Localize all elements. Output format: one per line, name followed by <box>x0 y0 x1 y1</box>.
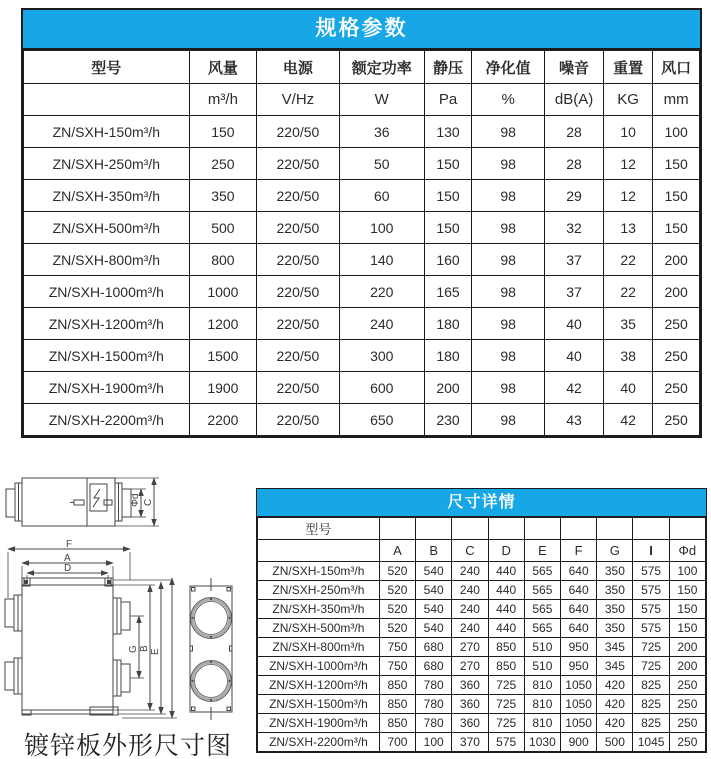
dim-c-cell: 240 <box>452 619 488 638</box>
unit-model <box>24 84 190 116</box>
rated-power-cell: 220 <box>339 276 424 308</box>
dim-col-a: A <box>379 540 415 562</box>
duct-cell: 150 <box>653 212 700 244</box>
power-supply-cell: 220/50 <box>257 148 339 180</box>
dim-d-cell: 440 <box>488 600 524 619</box>
dim-col-i: I <box>633 540 669 562</box>
dim-d-cell: 725 <box>488 695 524 714</box>
spec-table-section <box>21 8 702 438</box>
model-cell: ZN/SXH-250m³/h <box>24 148 190 180</box>
noise-cell: 28 <box>545 148 604 180</box>
noise-cell: 37 <box>545 244 604 276</box>
dim-e-cell: 510 <box>524 657 560 676</box>
dims-table-title: 尺寸详情 <box>257 489 706 517</box>
model-cell: ZN/SXH-350m³/h <box>258 600 380 619</box>
dim-e-cell: 810 <box>524 695 560 714</box>
purification-cell: 98 <box>472 148 545 180</box>
weight-cell: 38 <box>603 340 652 372</box>
spec-table-row <box>24 180 700 212</box>
unit-noise: dB(A) <box>545 84 604 116</box>
dim-a-cell: 750 <box>379 638 415 657</box>
static-pressure-cell: 180 <box>424 308 471 340</box>
power-supply-cell: 220/50 <box>257 244 339 276</box>
weight-cell: 42 <box>603 404 652 436</box>
spec-table-row <box>24 116 700 148</box>
dim-i-cell: 575 <box>633 619 669 638</box>
dims-table-section <box>256 488 707 753</box>
dim-b-cell: 100 <box>416 733 452 752</box>
model-cell: ZN/SXH-2200m³/h <box>258 733 380 752</box>
dim-i-cell: 825 <box>633 714 669 733</box>
duct-cell: 150 <box>653 148 700 180</box>
col-header-purification: 净化值 <box>472 51 545 84</box>
spec-table-row <box>24 244 700 276</box>
dim-label-e: E <box>150 648 161 655</box>
dim-col-d: D <box>488 540 524 562</box>
dim-phi-d-cell: 250 <box>669 676 705 695</box>
static-pressure-cell: 180 <box>424 340 471 372</box>
airflow-cell: 350 <box>189 180 257 212</box>
dims-table-row <box>258 562 706 581</box>
dim-b-cell: 540 <box>416 619 452 638</box>
dim-f-cell: 950 <box>561 638 597 657</box>
dim-col-phi-d: Φd <box>669 540 705 562</box>
dim-g-cell: 420 <box>597 676 633 695</box>
dim-label-d: D <box>64 563 72 574</box>
power-supply-cell: 220/50 <box>257 308 339 340</box>
dim-a-cell: 520 <box>379 562 415 581</box>
power-supply-cell: 220/50 <box>257 404 339 436</box>
airflow-cell: 2200 <box>189 404 257 436</box>
duct-cell: 250 <box>653 404 700 436</box>
dim-a-cell: 520 <box>379 581 415 600</box>
model-cell: ZN/SXH-1200m³/h <box>24 308 190 340</box>
duct-cell: 200 <box>653 244 700 276</box>
airflow-cell: 800 <box>189 244 257 276</box>
static-pressure-cell: 150 <box>424 148 471 180</box>
col-header-model: 型号 <box>24 51 190 84</box>
dim-col-e: E <box>524 540 560 562</box>
dim-e-cell: 565 <box>524 619 560 638</box>
dim-f-cell: 950 <box>561 657 597 676</box>
dim-f-cell: 640 <box>561 581 597 600</box>
dim-b-cell: 780 <box>416 676 452 695</box>
spec-table-row <box>24 340 700 372</box>
dim-g-cell: 345 <box>597 638 633 657</box>
static-pressure-cell: 230 <box>424 404 471 436</box>
noise-cell: 28 <box>545 116 604 148</box>
diagram-top-view <box>6 478 159 526</box>
dims-table-row <box>258 695 706 714</box>
dim-col-b: B <box>416 540 452 562</box>
weight-cell: 22 <box>603 276 652 308</box>
dim-c-cell: 370 <box>452 733 488 752</box>
airflow-cell: 150 <box>189 116 257 148</box>
dim-label-c: C <box>143 498 154 506</box>
airflow-cell: 500 <box>189 212 257 244</box>
dim-phi-d-cell: 100 <box>669 562 705 581</box>
dim-g-cell: 500 <box>597 733 633 752</box>
dim-f-cell: 900 <box>561 733 597 752</box>
dim-i-cell: 575 <box>633 562 669 581</box>
model-cell: ZN/SXH-2200m³/h <box>24 404 190 436</box>
model-cell: ZN/SXH-150m³/h <box>24 116 190 148</box>
duct-opening-bottom <box>191 661 232 702</box>
dim-b-cell: 540 <box>416 581 452 600</box>
dims-table <box>257 517 706 752</box>
model-cell: ZN/SXH-1900m³/h <box>24 372 190 404</box>
dim-i-cell: 725 <box>633 657 669 676</box>
dim-c-cell: 360 <box>452 676 488 695</box>
power-supply-cell: 220/50 <box>257 212 339 244</box>
power-supply-cell: 220/50 <box>257 372 339 404</box>
col-header-noise: 噪音 <box>545 51 604 84</box>
power-supply-cell: 220/50 <box>257 276 339 308</box>
dim-phi-d-cell: 150 <box>669 581 705 600</box>
dim-phi-d-cell: 200 <box>669 657 705 676</box>
rated-power-cell: 60 <box>339 180 424 212</box>
noise-cell: 37 <box>545 276 604 308</box>
noise-cell: 29 <box>545 180 604 212</box>
unit-static-pressure: Pa <box>424 84 471 116</box>
rated-power-cell: 140 <box>339 244 424 276</box>
purification-cell: 98 <box>472 212 545 244</box>
model-cell: ZN/SXH-1500m³/h <box>24 340 190 372</box>
dims-table-row <box>258 600 706 619</box>
rated-power-cell: 600 <box>339 372 424 404</box>
dim-d-cell: 440 <box>488 562 524 581</box>
dim-i-cell: 575 <box>633 600 669 619</box>
purification-cell: 98 <box>472 180 545 212</box>
noise-cell: 42 <box>545 372 604 404</box>
weight-cell: 40 <box>603 372 652 404</box>
power-supply-cell: 220/50 <box>257 116 339 148</box>
model-cell: ZN/SXH-1000m³/h <box>24 276 190 308</box>
dim-e-cell: 510 <box>524 638 560 657</box>
unit-power-supply: V/Hz <box>257 84 339 116</box>
dim-g-cell: 350 <box>597 619 633 638</box>
static-pressure-cell: 160 <box>424 244 471 276</box>
dim-b-cell: 540 <box>416 600 452 619</box>
dim-e-cell: 810 <box>524 676 560 695</box>
dim-a-cell: 750 <box>379 657 415 676</box>
dim-f-cell: 1050 <box>561 676 597 695</box>
dim-label-f: F <box>66 539 73 550</box>
weight-cell: 12 <box>603 148 652 180</box>
dim-b-cell: 680 <box>416 638 452 657</box>
noise-cell: 43 <box>545 404 604 436</box>
col-header-static-pressure: 静压 <box>424 51 471 84</box>
dim-e-cell: 565 <box>524 581 560 600</box>
model-cell: ZN/SXH-1900m³/h <box>258 714 380 733</box>
dim-c-cell: 360 <box>452 695 488 714</box>
spec-table-row <box>24 276 700 308</box>
dim-i-cell: 825 <box>633 695 669 714</box>
rated-power-cell: 100 <box>339 212 424 244</box>
dim-d-cell: 850 <box>488 657 524 676</box>
static-pressure-cell: 165 <box>424 276 471 308</box>
dim-g-cell: 350 <box>597 562 633 581</box>
dim-g-cell: 345 <box>597 657 633 676</box>
static-pressure-cell: 150 <box>424 212 471 244</box>
rated-power-cell: 650 <box>339 404 424 436</box>
noise-cell: 40 <box>545 308 604 340</box>
dim-a-cell: 850 <box>379 676 415 695</box>
noise-cell: 32 <box>545 212 604 244</box>
dim-a-cell: 850 <box>379 714 415 733</box>
rated-power-cell: 240 <box>339 308 424 340</box>
purification-cell: 98 <box>472 308 545 340</box>
col-header-duct: 风口 <box>653 51 700 84</box>
dim-d-cell: 440 <box>488 581 524 600</box>
dims-table-row <box>258 619 706 638</box>
dims-table-row <box>258 638 706 657</box>
dim-f-cell: 640 <box>561 600 597 619</box>
dim-d-cell: 725 <box>488 676 524 695</box>
duct-cell: 250 <box>653 308 700 340</box>
dim-g-cell: 350 <box>597 600 633 619</box>
duct-cell: 250 <box>653 372 700 404</box>
unit-purification: % <box>472 84 545 116</box>
unit-airflow: m³/h <box>189 84 257 116</box>
dim-col-c: C <box>452 540 488 562</box>
dim-label-g: G <box>128 645 139 653</box>
dim-c-cell: 240 <box>452 600 488 619</box>
dim-phi-d-cell: 150 <box>669 619 705 638</box>
model-cell: ZN/SXH-1000m³/h <box>258 657 380 676</box>
dim-c-cell: 240 <box>452 562 488 581</box>
spec-table <box>23 50 700 436</box>
dim-b-cell: 780 <box>416 714 452 733</box>
dim-b-cell: 780 <box>416 695 452 714</box>
spec-table-row <box>24 308 700 340</box>
purification-cell: 98 <box>472 244 545 276</box>
duct-cell: 100 <box>653 116 700 148</box>
dim-i-cell: 825 <box>633 676 669 695</box>
dim-a-cell: 520 <box>379 600 415 619</box>
dim-i-cell: 725 <box>633 638 669 657</box>
dim-phi-d-cell: 250 <box>669 733 705 752</box>
dim-phi-d-cell: 250 <box>669 695 705 714</box>
duct-cell: 150 <box>653 180 700 212</box>
purification-cell: 98 <box>472 404 545 436</box>
duct-cell: 250 <box>653 340 700 372</box>
dim-col-g: G <box>597 540 633 562</box>
electric-box <box>90 484 107 511</box>
dim-d-cell: 725 <box>488 714 524 733</box>
weight-cell: 35 <box>603 308 652 340</box>
dims-letters-row <box>258 540 706 562</box>
diagram-caption: 镀锌板外形尺寸图 <box>24 732 233 759</box>
weight-cell: 10 <box>603 116 652 148</box>
dim-i-cell: 575 <box>633 581 669 600</box>
dim-e-cell: 565 <box>524 562 560 581</box>
spec-table-row <box>24 148 700 180</box>
rated-power-cell: 50 <box>339 148 424 180</box>
unit-weight: KG <box>603 84 652 116</box>
rated-power-cell: 36 <box>339 116 424 148</box>
purification-cell: 98 <box>472 116 545 148</box>
spec-table-row <box>24 372 700 404</box>
dims-table-row <box>258 676 706 695</box>
dim-c-cell: 360 <box>452 714 488 733</box>
dim-label-phi-d: Φd <box>130 493 141 507</box>
diagram-front-view <box>5 539 177 718</box>
lightning-icon <box>93 489 100 507</box>
static-pressure-cell: 200 <box>424 372 471 404</box>
dim-f-cell: 1050 <box>561 714 597 733</box>
dim-d-cell: 575 <box>488 733 524 752</box>
dim-g-cell: 420 <box>597 714 633 733</box>
spec-header-row <box>24 51 700 84</box>
static-pressure-cell: 150 <box>424 180 471 212</box>
unit-duct: mm <box>653 84 700 116</box>
col-header-power-supply: 电源 <box>257 51 339 84</box>
col-header-rated-power: 额定功率 <box>339 51 424 84</box>
model-cell: ZN/SXH-500m³/h <box>258 619 380 638</box>
spec-table-row <box>24 212 700 244</box>
spec-units-row <box>24 84 700 116</box>
dims-table-row <box>258 714 706 733</box>
dim-f-cell: 1050 <box>561 695 597 714</box>
weight-cell: 12 <box>603 180 652 212</box>
dim-d-cell: 850 <box>488 638 524 657</box>
dim-phi-d-cell: 250 <box>669 714 705 733</box>
col-header-weight: 重置 <box>603 51 652 84</box>
power-supply-cell: 220/50 <box>257 180 339 212</box>
col-header-airflow: 风量 <box>189 51 257 84</box>
model-cell: ZN/SXH-1200m³/h <box>258 676 380 695</box>
dim-c-cell: 270 <box>452 638 488 657</box>
spec-table-row <box>24 404 700 436</box>
purification-cell: 98 <box>472 340 545 372</box>
static-pressure-cell: 130 <box>424 116 471 148</box>
dims-table-row <box>258 581 706 600</box>
dim-phi-d-cell: 200 <box>669 638 705 657</box>
dim-d-cell: 440 <box>488 619 524 638</box>
dims-table-body <box>258 562 706 752</box>
noise-cell: 40 <box>545 340 604 372</box>
dim-e-cell: 565 <box>524 600 560 619</box>
spec-table-body <box>24 116 700 436</box>
duct-opening-top <box>191 598 232 639</box>
dims-model-header-row <box>258 518 706 540</box>
airflow-cell: 1000 <box>189 276 257 308</box>
diagram-side-view <box>190 578 232 720</box>
airflow-cell: 1200 <box>189 308 257 340</box>
model-cell: ZN/SXH-800m³/h <box>258 638 380 657</box>
dim-a-cell: 700 <box>379 733 415 752</box>
dim-e-cell: 810 <box>524 714 560 733</box>
dim-col-f: F <box>561 540 597 562</box>
spec-table-title: 规格参数 <box>23 10 700 50</box>
dimension-diagram <box>0 468 252 759</box>
dim-c-cell: 240 <box>452 581 488 600</box>
power-supply-cell: 220/50 <box>257 340 339 372</box>
model-cell: ZN/SXH-350m³/h <box>24 180 190 212</box>
dim-a-cell: 850 <box>379 695 415 714</box>
unit-rated-power: W <box>339 84 424 116</box>
airflow-cell: 250 <box>189 148 257 180</box>
dim-g-cell: 420 <box>597 695 633 714</box>
model-cell: ZN/SXH-500m³/h <box>24 212 190 244</box>
dim-b-cell: 540 <box>416 562 452 581</box>
airflow-cell: 1500 <box>189 340 257 372</box>
dim-e-cell: 1030 <box>524 733 560 752</box>
dim-phi-d-cell: 150 <box>669 600 705 619</box>
dim-label-a: A <box>64 553 71 564</box>
dim-f-cell: 640 <box>561 619 597 638</box>
dim-a-cell: 520 <box>379 619 415 638</box>
dims-table-row <box>258 657 706 676</box>
duct-cell: 200 <box>653 276 700 308</box>
purification-cell: 98 <box>472 372 545 404</box>
weight-cell: 13 <box>603 212 652 244</box>
dims-table-row <box>258 733 706 752</box>
model-cell: ZN/SXH-800m³/h <box>24 244 190 276</box>
dim-b-cell: 680 <box>416 657 452 676</box>
dim-i-cell: 1045 <box>633 733 669 752</box>
airflow-cell: 1900 <box>189 372 257 404</box>
dim-label-b: B <box>139 645 150 652</box>
dims-col-header-model: 型号 <box>258 518 380 540</box>
weight-cell: 22 <box>603 244 652 276</box>
model-cell: ZN/SXH-250m³/h <box>258 581 380 600</box>
dim-g-cell: 350 <box>597 581 633 600</box>
model-cell: ZN/SXH-1500m³/h <box>258 695 380 714</box>
rated-power-cell: 300 <box>339 340 424 372</box>
purification-cell: 98 <box>472 276 545 308</box>
model-cell: ZN/SXH-150m³/h <box>258 562 380 581</box>
dim-f-cell: 640 <box>561 562 597 581</box>
dim-c-cell: 270 <box>452 657 488 676</box>
